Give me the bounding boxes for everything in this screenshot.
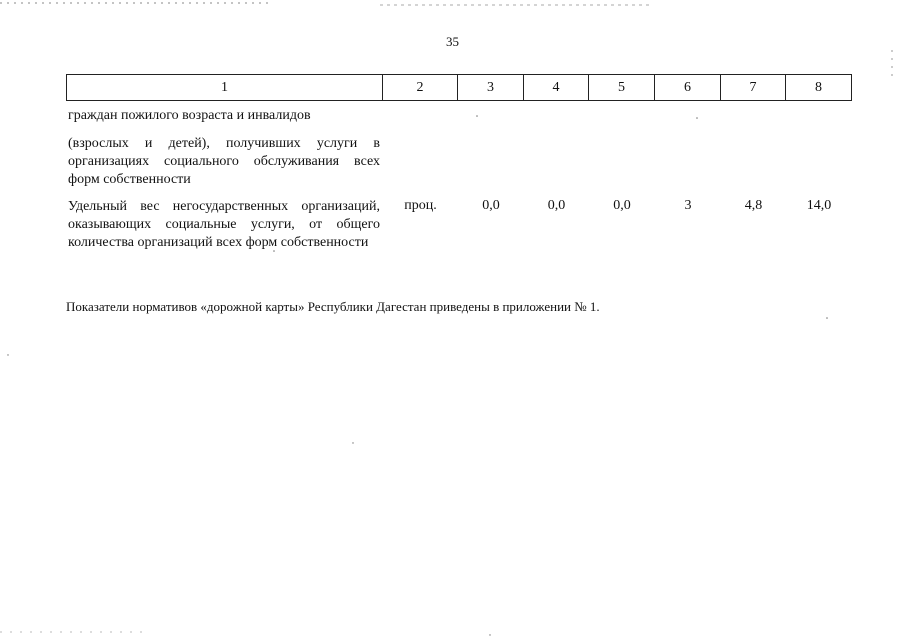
value-col-5: 0,0 [613, 198, 631, 213]
value-col-6: 3 [684, 198, 692, 213]
column-number-6: 6 [655, 75, 721, 101]
column-number-1: 1 [67, 75, 383, 101]
value-col-4: 0,0 [547, 198, 566, 213]
column-number-3: 3 [458, 75, 524, 101]
footnote: Показатели нормативов «дорожной карты» Республики Дагестан приведены в приложении № 1. [66, 299, 600, 314]
value-col-7: 4,8 [744, 198, 763, 213]
value-col-8: 14,0 [806, 198, 832, 213]
value-col-3: 0,0 [482, 198, 500, 213]
column-number-5: 5 [589, 75, 655, 101]
column-number-2: 2 [383, 75, 458, 101]
page-number: 35 [446, 34, 459, 49]
continuation-paragraph: (взрослых и детей), получивших услуги в организациях социального обслуживания всех форм собственности [68, 136, 380, 187]
column-number-8: 8 [786, 75, 852, 101]
column-number-7: 7 [721, 75, 786, 101]
continuation-line: граждан пожилого возраста и инвалидов [68, 108, 311, 123]
unit-cell: проц. [404, 198, 437, 213]
indicator-description: Удельный вес негосударственных организаций, оказывающих социальные услуги, от общего количества организаций всех форм собственности [68, 199, 380, 250]
column-number-4: 4 [524, 75, 589, 101]
